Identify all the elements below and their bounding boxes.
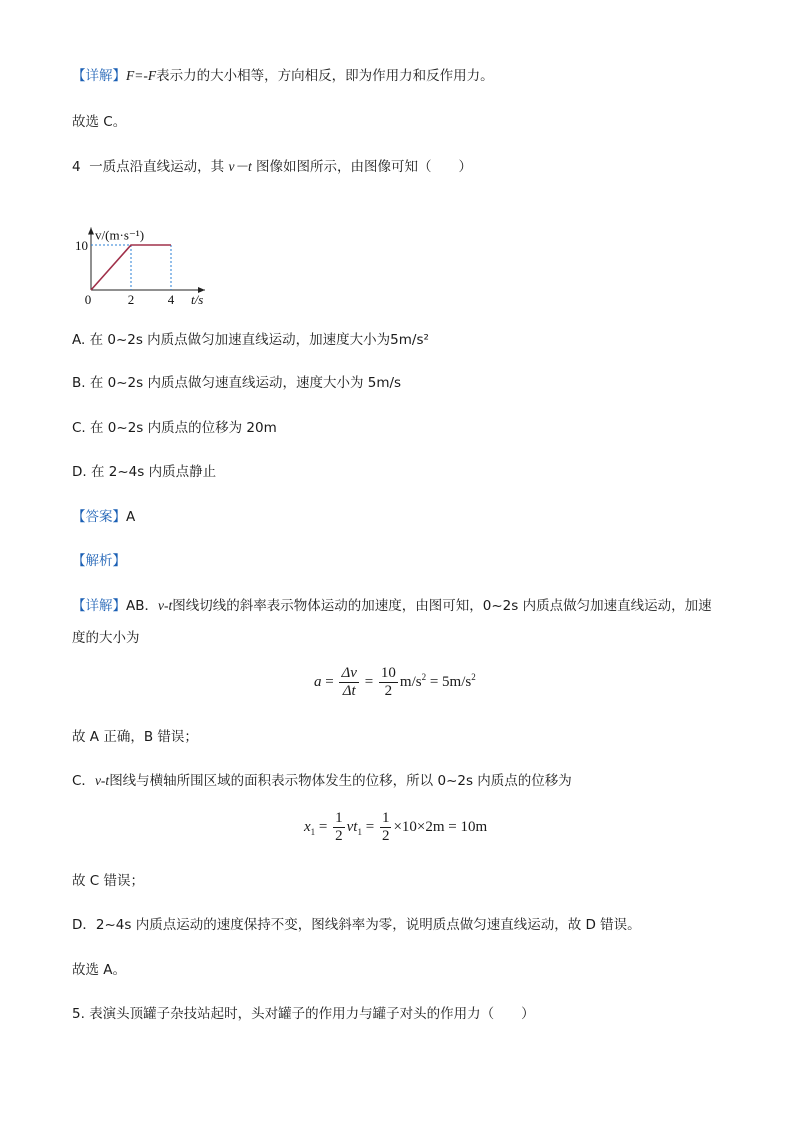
detail-ab-line — [72, 596, 712, 616]
x-tick-label: 0 — [84, 292, 92, 307]
answer-line — [72, 507, 135, 527]
fraction-num: 1 — [381, 810, 390, 826]
fraction-den: 2 — [335, 828, 343, 844]
series-line — [91, 245, 171, 290]
option-c: C. 在 0~2s 内质点的位移为 20m — [72, 420, 277, 436]
question-5-stem — [72, 1004, 535, 1024]
final-conclusion: 故选 A。 — [72, 962, 127, 978]
prev-detail-line — [72, 66, 494, 86]
question-number: 4 — [72, 159, 81, 175]
fraction-den: 2 — [384, 683, 393, 699]
y-tick-label: 10 — [75, 238, 88, 253]
detail-label: 【详解】 — [72, 68, 126, 84]
acceleration-formula: a = $\frac{\Delta v}{\Delta t}$ = $\frac{10}{2}$ $m/s^2 = 5m/s^2$ — [314, 665, 476, 699]
fraction-half — [333, 810, 345, 845]
prev-conclusion: 故选 C。 — [72, 114, 127, 130]
question-number: 5. — [72, 1006, 85, 1022]
detail-c-text: 图线与横轴所围区域的面积表示物体发生的位移，所以 0~2s 内质点的位移为 — [109, 773, 572, 789]
prev-detail-text: 表示力的大小相等，方向相反，即为作用力和反作用力。 — [156, 68, 494, 84]
fraction-num: 10 — [380, 665, 396, 681]
question-4-stem — [72, 157, 472, 177]
formula-x-tail: ×10×2m = 10m — [393, 818, 488, 835]
fraction-den: Δt — [342, 683, 356, 699]
detail-c-prefix: C． — [72, 773, 95, 789]
detail-ab-text: 图线切线的斜率表示物体运动的加速度，由图可知，0~2s 内质点做匀加速直线运动，加速 — [172, 598, 712, 614]
fraction-half-2 — [380, 810, 392, 845]
fraction-den: 2 — [381, 828, 390, 844]
x-tick-label: 4 — [167, 292, 175, 307]
detail-ab-cont: 度的大小为 — [72, 630, 140, 646]
detail-c-line — [72, 771, 572, 791]
answer-value: A — [126, 509, 136, 525]
vt-symbol: v-t — [94, 773, 110, 788]
fraction-num: Δv — [341, 665, 357, 681]
fraction-num: 1 — [335, 810, 343, 826]
conclusion-ab: 故 A 正确，B 错误； — [72, 729, 198, 745]
y-axis-label: v/(m·s⁻¹) — [95, 227, 145, 243]
x-axis-label: t/s — [191, 292, 204, 307]
option-a: A. 在 0~2s 内质点做匀加速直线运动，加速度大小为5m/s² — [72, 332, 429, 348]
formula-a-lhs: a — [314, 673, 322, 690]
formula-a-unit: m/s — [399, 673, 422, 690]
fraction-10-2 — [379, 665, 398, 700]
conclusion-c: 故 C 错误； — [72, 873, 145, 889]
vt-symbol: v－t — [228, 159, 252, 174]
question-5-text: 表演头顶罐子杂技站起时，头对罐子的作用力与罐子对头的作用力（ ） — [89, 1006, 535, 1022]
x-tick-label: 2 — [127, 292, 135, 307]
fraction-dv-dt — [339, 665, 358, 700]
detail-label: 【详解】 — [72, 598, 126, 614]
option-d: D. 在 2~4s 内质点静止 — [72, 464, 217, 480]
force-formula: F=-F — [126, 68, 157, 83]
formula-x-mid: vt — [346, 818, 358, 835]
vt-chart — [70, 200, 230, 310]
detail-d: D．2~4s 内质点运动的速度保持不变，图线斜率为零，说明质点做匀速直线运动，故 D 错误。 — [72, 917, 641, 933]
answer-label: 【答案】 — [72, 509, 126, 525]
y-axis-arrow — [88, 228, 94, 235]
analysis-label: 【解析】 — [72, 553, 126, 569]
formula-x-sub: 1 — [310, 826, 316, 837]
formula-x-lhs: x — [304, 818, 311, 835]
stem-part-a: 一质点沿直线运动，其 — [89, 159, 225, 175]
option-b: B. 在 0~2s 内质点做匀速直线运动，速度大小为 5m/s — [72, 375, 402, 391]
vt-symbol: v-t — [158, 598, 173, 613]
displacement-formula: $x_1$ = $\frac{1}{2}$ $vt_1$ = $\frac{1}{2}$ ×10×2m = 10m — [304, 810, 488, 844]
stem-part-b: 图像如图所示，由图像可知（ ） — [256, 159, 473, 175]
detail-ab-prefix: AB． — [126, 598, 158, 614]
formula-a-result: = 5m/s — [429, 673, 472, 690]
